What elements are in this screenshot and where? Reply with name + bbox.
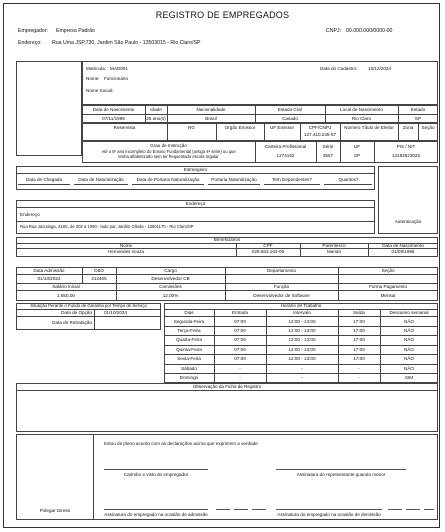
schedule-exit-cell: 17:00 [353, 318, 365, 324]
dependents-label: Tem Dependentes? [272, 177, 312, 182]
address-value: Rua Uma JSP,730, Jardim São Paulo - 13503015 - Rio Claro/SP [52, 40, 201, 46]
ctps-value: 1274162 [276, 153, 295, 158]
schedule-title: Horário de Trabalho [280, 303, 322, 308]
schedule-day-cell: Terça-Feira [177, 327, 201, 333]
address-label: Endereço: [18, 40, 42, 46]
form-title: REGISTRO DE EMPREGADOS [155, 10, 290, 20]
commission-header: Comissões [159, 284, 182, 289]
schedule-entry-cell: 07:00 [234, 346, 246, 352]
schedule-break-header: Intervalo [293, 310, 311, 315]
schedule-break-cell: 12:00 - 13:00 [288, 327, 316, 333]
schedule-day-cell: Domingo [179, 374, 199, 380]
naturalization-date-label: Data de Naturalização [78, 177, 124, 182]
schedule-rest-cell: NÃO [404, 318, 414, 324]
titulo-header: Número Título de Eleitor [344, 125, 394, 130]
education-value-line1: Até o 5º ano incompleto do Ensino Fundamental (antiga 4ª série) ou que [101, 149, 236, 154]
schedule-rest-cell: NÃO [404, 365, 414, 371]
schedule-out-header: Saída [352, 310, 365, 315]
salary-value: 1.650,00 [57, 293, 75, 298]
photo-box [16, 61, 82, 156]
departamento-header: Departamento [266, 268, 297, 273]
declaration-text: Estou de pleno acordo com as declarações acima que exprimem a verdade [104, 441, 258, 446]
address-section-label: Endereço [20, 212, 40, 217]
fgts-title: Situação Perante o Fundo de Garantia por Tempo de Serviço [30, 303, 147, 308]
uf-label: UF [353, 144, 361, 149]
fgts-retraction-label: Data de Retratação [52, 320, 92, 325]
birthplace-value: Rio Claro [351, 116, 372, 121]
schedule-day-cell: Quinta-Feira [176, 346, 202, 352]
schedule-entry-cell: 07:00 [234, 318, 246, 324]
pis-label: PIS / NIT [396, 144, 416, 149]
fgts-option-value: 01/10/2024 [104, 310, 127, 315]
ordinance-label: Portaria Naturalização [211, 177, 257, 182]
rg-header: RG [188, 125, 195, 130]
schedule-exit-cell: 17:00 [353, 327, 365, 333]
schedule-entry-cell: 07:00 [234, 356, 246, 362]
age-value: 25 ano(s) [146, 116, 166, 121]
nome-label: Nome: [86, 76, 100, 81]
commission-value: 12,00% [162, 293, 179, 298]
schedule-in-header: Entrada [231, 310, 249, 315]
schedule-rest-cell: NÃO [404, 346, 414, 352]
schedule-break-cell: - [301, 374, 303, 380]
foreigner-title: Estrangeiro [183, 167, 208, 172]
birth-header: Data de Nascimento [92, 107, 135, 112]
schedule-exit-cell: 17:00 [353, 346, 365, 352]
employer-value: Empresa Padrão [56, 28, 95, 34]
schedule-day-cell: Sexta-Feira [177, 356, 201, 362]
nome-value: Funcionário [104, 76, 129, 81]
authentication-label: Autenticação [394, 219, 422, 224]
data-cadastro-value: 13/12/2024 [368, 66, 391, 71]
nationality-value: Brasil [205, 116, 217, 121]
admission-value: 01/10/2024 [37, 276, 61, 281]
schedule-rest-cell: SIM [404, 374, 414, 380]
schedule-rest-cell: NÃO [404, 356, 414, 362]
beneficiary-cpf-header: CPF [263, 243, 273, 248]
cnpj-label: CNPJ: [326, 28, 341, 34]
schedule-rest-header: Descanso semanal [389, 310, 429, 315]
schedule-break-cell: - [301, 365, 303, 371]
birthplace-header: Local de Nascimento [340, 107, 383, 112]
schedule-exit-cell: - [358, 365, 360, 371]
dismissal-signature-label: Assinatura do empregado na ocasião de demissão [277, 512, 381, 517]
thumbprint-label: Polegar Direito [39, 508, 71, 513]
admission-signature-label: Assinatura do empregado na ocasião de admissão [104, 512, 208, 517]
function-header: Função [273, 284, 290, 289]
schedule-day-cell: Sábado [181, 365, 197, 371]
schedule-entry-cell: - [239, 374, 241, 380]
schedule-entry-cell: 07:00 [234, 337, 246, 343]
state-value: SP [414, 116, 422, 121]
employer-stamp-label: Carimbo e visto do empregador [123, 472, 189, 477]
beneficiary-cpf-value: 028.563.163-06 [251, 249, 285, 254]
beneficiaries-title: Beneficiários [213, 237, 241, 242]
uf-emissor-header: UF Emissor [270, 125, 294, 130]
schedule-break-cell: 12:00 - 13:00 [288, 318, 316, 324]
serie-label: Série [322, 144, 334, 149]
payment-value: Mensal [380, 293, 396, 298]
cnpj-value: 00.000.000/0000-00 [346, 28, 393, 34]
beneficiary-relation-value: Marido [326, 249, 342, 254]
cargo-header: Cargo [164, 268, 177, 273]
cargo-value: Desenvolvedor CB [151, 276, 190, 281]
ordinance-date-label: Data de Portaria Naturalização [136, 177, 200, 182]
cbo-value: 212405 [91, 276, 107, 281]
registration-form [3, 3, 440, 528]
matricula-label: Matricula: [86, 66, 106, 71]
beneficiary-birth-value: 01/09/1995 [391, 249, 415, 254]
schedule-exit-cell: 17:00 [353, 337, 365, 343]
uf-value: SP [353, 153, 361, 158]
orgao-header: Orgão Emissor [224, 125, 256, 130]
arrival-date-label: Data de Chegada [25, 177, 62, 182]
function-value: Desenvolvedor de Software [253, 293, 310, 298]
beneficiary-relation-header: Parentesco [322, 243, 346, 248]
schedule-day-cell: Quarta-Feira [175, 337, 203, 343]
beneficiary-birth-header: Data de Nascimento [382, 243, 424, 248]
state-header: Estado [410, 107, 426, 112]
schedule-rest-cell: NÃO [404, 327, 414, 333]
secao-contract-header: Seção [381, 268, 395, 273]
cpf-value: 127.410.235-57 [303, 132, 337, 137]
schedule-exit-cell: - [358, 374, 360, 380]
nome-social-label: Nome Social: [86, 88, 114, 93]
education-value-line2: tenha alfabetizado sem ter frequentado escola regular [118, 154, 219, 159]
beneficiary-name-header: Nome [119, 243, 133, 248]
payment-header: Forma Pagamento [368, 284, 408, 289]
admission-header: Data Admissão [33, 268, 65, 273]
schedule-entry-cell: 07:00 [234, 327, 246, 333]
ctps-label: Carteira Profissional [264, 144, 307, 149]
pis-value: 13183523025 [391, 153, 421, 158]
serie-value: 3557 [322, 153, 334, 158]
schedule-break-cell: 12:00 - 13:00 [288, 356, 316, 362]
address-section-title: Endereço [185, 201, 206, 206]
civil-status-value: Casado [282, 116, 298, 121]
schedule-entry-cell: - [239, 365, 241, 371]
address-section-value: Rua Rua Jacutinga, 418S, de 002 a 1090 - lado par, Jardim Olinda - 13501170 - Rio Claro/SP [20, 224, 194, 229]
cpf-header: CPF/CNPJ [308, 125, 332, 130]
birth-value: 07/11/1999 [102, 116, 125, 121]
cbo-header: CBO [94, 268, 104, 273]
schedule-exit-cell: 17:00 [353, 356, 365, 362]
observation-title: Observação da Ficha de Registro [192, 384, 262, 389]
schedule-rest-cell: NÃO [404, 337, 414, 343]
schedule-break-cell: 12:00 - 13:00 [288, 346, 316, 352]
guardian-signature-label: Assinatura do representante quando menor [296, 472, 386, 477]
civil-status-header: Estado Civil [277, 107, 303, 112]
how-many-label: Quantos? [338, 177, 359, 182]
education-label: Grau de Instrução [150, 143, 187, 148]
schedule-day-cell: Segunda-Feira [173, 318, 205, 324]
age-header: Idade [150, 107, 162, 112]
zona-header: Zona [402, 125, 414, 130]
fgts-option-label: Data de Opção [61, 310, 92, 315]
matricula-value: MAD001 [110, 66, 128, 71]
schedule-days-header: Dias [184, 310, 194, 315]
salary-header: Salário Inicial [52, 284, 80, 289]
employer-label: Empregador: [18, 28, 48, 34]
schedule-break-cell: 12:00 - 13:00 [288, 337, 316, 343]
secao-header: Seção [421, 125, 435, 130]
reservista-header: Reservista [113, 125, 136, 130]
data-cadastro-label: Data do Cadastro: [320, 66, 358, 71]
nationality-header: Nacionalidade [196, 107, 226, 112]
beneficiary-name-value: Hernandes souza [107, 249, 144, 254]
